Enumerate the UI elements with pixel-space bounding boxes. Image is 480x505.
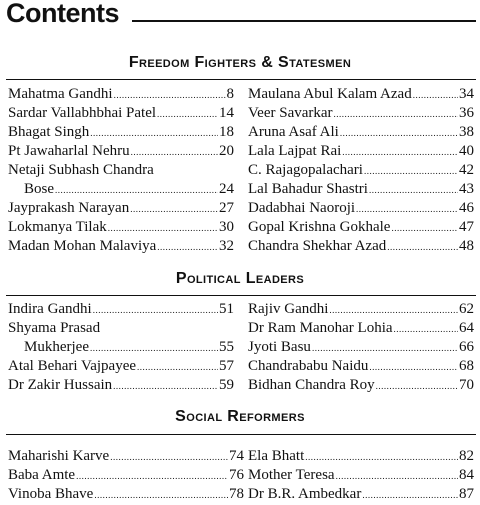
toc-entry-page: 14 xyxy=(219,105,234,121)
section-heading-social-reformers: Social Reformers xyxy=(175,408,305,425)
toc-entry-name: Gopal Krishna Gokhale xyxy=(248,219,391,235)
toc-entry-page: 40 xyxy=(459,143,474,159)
toc-entry xyxy=(8,338,234,357)
toc-entry-name: Lokmanya Tilak xyxy=(8,219,107,235)
toc-entry-page: 46 xyxy=(459,200,474,216)
toc-entry xyxy=(8,142,234,161)
dot-leader xyxy=(76,467,228,486)
toc-entry-page: 78 xyxy=(229,486,244,502)
dot-leader xyxy=(413,86,458,105)
dot-leader xyxy=(130,200,218,219)
toc-entry-name: Jyoti Basu xyxy=(248,339,311,355)
toc-entry-page: 38 xyxy=(459,124,474,140)
toc-entry-name: Shyama Prasad xyxy=(8,320,101,336)
dot-leader xyxy=(329,301,458,320)
dot-leader xyxy=(364,162,458,181)
dot-leader xyxy=(362,486,458,505)
dot-leader xyxy=(90,124,218,143)
toc-entry xyxy=(8,357,234,376)
toc-entry-name: C. Rajagopalachari xyxy=(248,162,363,178)
toc-entry xyxy=(8,376,234,395)
section-social-reformers-left-column xyxy=(8,447,244,504)
toc-entry xyxy=(248,357,474,376)
toc-entry xyxy=(8,218,234,237)
toc-entry xyxy=(8,485,244,504)
section-heading-political-leaders: Political Leaders xyxy=(175,270,305,287)
section-heading-freedom-fighters: Freedom Fighters & Statesmen xyxy=(128,54,352,71)
toc-entry-page: 84 xyxy=(459,467,474,483)
section-freedom-fighters-left-column xyxy=(8,85,234,256)
dot-leader xyxy=(356,200,458,219)
toc-entry-name: Mother Teresa xyxy=(248,467,335,483)
section-rule xyxy=(6,434,476,435)
toc-entry xyxy=(8,466,244,485)
toc-entry xyxy=(8,300,234,319)
toc-entry xyxy=(8,237,234,256)
toc-entry-name: Bidhan Chandra Roy xyxy=(248,377,375,393)
toc-entry-page: 18 xyxy=(219,124,234,140)
toc-entry-page: 8 xyxy=(226,86,234,102)
dot-leader xyxy=(391,219,458,238)
toc-entry-name: Veer Savarkar xyxy=(248,105,333,121)
toc-entry-name: Lala Lajpat Rai xyxy=(248,143,342,159)
toc-entry xyxy=(248,447,474,466)
page-header xyxy=(6,0,476,30)
toc-entry-page: 47 xyxy=(459,219,474,235)
toc-entry-name: Indira Gandhi xyxy=(8,301,92,317)
toc-entry xyxy=(248,180,474,199)
dot-leader xyxy=(342,143,458,162)
toc-entry xyxy=(248,338,474,357)
toc-entry-page: 36 xyxy=(459,105,474,121)
toc-entry-page: 55 xyxy=(219,339,234,355)
toc-entry xyxy=(248,319,474,338)
toc-entry-page: 48 xyxy=(459,238,474,254)
toc-entry xyxy=(248,485,474,504)
toc-entry-name: Pt Jawaharlal Nehru xyxy=(8,143,130,159)
dot-leader xyxy=(93,301,218,320)
toc-entry-name: Dr B.R. Ambedkar xyxy=(248,486,362,502)
toc-entry-page: 62 xyxy=(459,301,474,317)
dot-leader xyxy=(369,358,458,377)
toc-entry-name: Dadabhai Naoroji xyxy=(248,200,356,216)
dot-leader xyxy=(376,377,458,396)
toc-entry-page: 76 xyxy=(229,467,244,483)
toc-entry xyxy=(8,85,234,104)
toc-entry-page: 74 xyxy=(229,448,244,464)
toc-entry-name: Chandrababu Naidu xyxy=(248,358,369,374)
toc-entry xyxy=(8,199,234,218)
toc-entry-name: Baba Amte xyxy=(8,467,76,483)
toc-entry-name: Mahatma Gandhi xyxy=(8,86,113,102)
dot-leader xyxy=(114,86,226,105)
toc-entry-page: 51 xyxy=(219,301,234,317)
toc-entry-name: Bose xyxy=(24,181,54,197)
toc-entry-name: Madan Mohan Malaviya xyxy=(8,238,157,254)
section-rule xyxy=(6,79,476,80)
toc-entry-page: 43 xyxy=(459,181,474,197)
dot-leader xyxy=(55,181,218,200)
toc-entry xyxy=(248,199,474,218)
toc-entry xyxy=(248,218,474,237)
toc-entry-page: 64 xyxy=(459,320,474,336)
dot-leader xyxy=(157,105,218,124)
dot-leader xyxy=(137,358,218,377)
toc-entry-name: Mukherjee xyxy=(24,339,89,355)
toc-entry-page: 34 xyxy=(459,86,474,102)
toc-entry-name: Maharishi Karve xyxy=(8,448,110,464)
toc-entry-page: 57 xyxy=(219,358,234,374)
toc-entry xyxy=(8,104,234,123)
toc-entry xyxy=(8,123,234,142)
section-rule xyxy=(6,295,476,296)
toc-entry xyxy=(248,123,474,142)
toc-entry-page: 32 xyxy=(219,238,234,254)
toc-entry-page: 20 xyxy=(219,143,234,159)
toc-entry-page: 27 xyxy=(219,200,234,216)
toc-entry-page: 24 xyxy=(219,181,234,197)
toc-entry-name: Netaji Subhash Chandra xyxy=(8,162,154,178)
dot-leader xyxy=(113,377,218,396)
toc-entry xyxy=(248,104,474,123)
toc-entry-name: Ela Bhatt xyxy=(248,448,305,464)
dot-leader xyxy=(336,467,458,486)
toc-entry-name: Jayprakash Narayan xyxy=(8,200,130,216)
dot-leader xyxy=(369,181,458,200)
section-political-leaders-left-column xyxy=(8,300,234,395)
toc-entry-name: Bhagat Singh xyxy=(8,124,90,140)
toc-entry-name: Dr Zakir Hussain xyxy=(8,377,113,393)
dot-leader xyxy=(90,339,218,358)
dot-leader xyxy=(334,105,458,124)
section-political-leaders-right-column xyxy=(248,300,474,395)
dot-leader xyxy=(110,448,228,467)
toc-entry xyxy=(8,161,234,180)
toc-entry-page: 87 xyxy=(459,486,474,502)
toc-entry-page: 66 xyxy=(459,339,474,355)
toc-entry-name: Chandra Shekhar Azad xyxy=(248,238,387,254)
toc-entry-name: Maulana Abul Kalam Azad xyxy=(248,86,412,102)
title-rule xyxy=(132,20,476,22)
toc-entry xyxy=(248,466,474,485)
toc-entry xyxy=(248,142,474,161)
page-title: Contents xyxy=(6,0,119,28)
toc-entry-page: 30 xyxy=(219,219,234,235)
toc-entry xyxy=(248,300,474,319)
dot-leader xyxy=(131,143,218,162)
dot-leader xyxy=(387,238,458,257)
toc-entry-name: Atal Behari Vajpayee xyxy=(8,358,137,374)
toc-entry-page: 59 xyxy=(219,377,234,393)
toc-entry-page: 42 xyxy=(459,162,474,178)
dot-leader xyxy=(94,486,228,505)
toc-entry xyxy=(8,180,234,199)
toc-entry-page: 70 xyxy=(459,377,474,393)
section-freedom-fighters-right-column xyxy=(248,85,474,256)
toc-entry-name: Dr Ram Manohar Lohia xyxy=(248,320,393,336)
dot-leader xyxy=(157,238,218,257)
toc-entry-name: Rajiv Gandhi xyxy=(248,301,329,317)
toc-entry-name: Lal Bahadur Shastri xyxy=(248,181,368,197)
toc-entry-page: 68 xyxy=(459,358,474,374)
toc-entry xyxy=(248,161,474,180)
toc-entry xyxy=(8,319,234,338)
toc-entry xyxy=(248,85,474,104)
toc-entry xyxy=(248,237,474,256)
dot-leader xyxy=(394,320,458,339)
toc-entry-name: Sardar Vallabhbhai Patel xyxy=(8,105,157,121)
toc-entry xyxy=(248,376,474,395)
toc-entry-name: Vinoba Bhave xyxy=(8,486,94,502)
dot-leader xyxy=(312,339,458,358)
dot-leader xyxy=(305,448,458,467)
dot-leader xyxy=(340,124,458,143)
toc-entry-name: Aruna Asaf Ali xyxy=(248,124,339,140)
toc-entry xyxy=(8,447,244,466)
dot-leader xyxy=(108,219,218,238)
toc-entry-page: 82 xyxy=(459,448,474,464)
section-social-reformers-right-column xyxy=(248,447,474,504)
